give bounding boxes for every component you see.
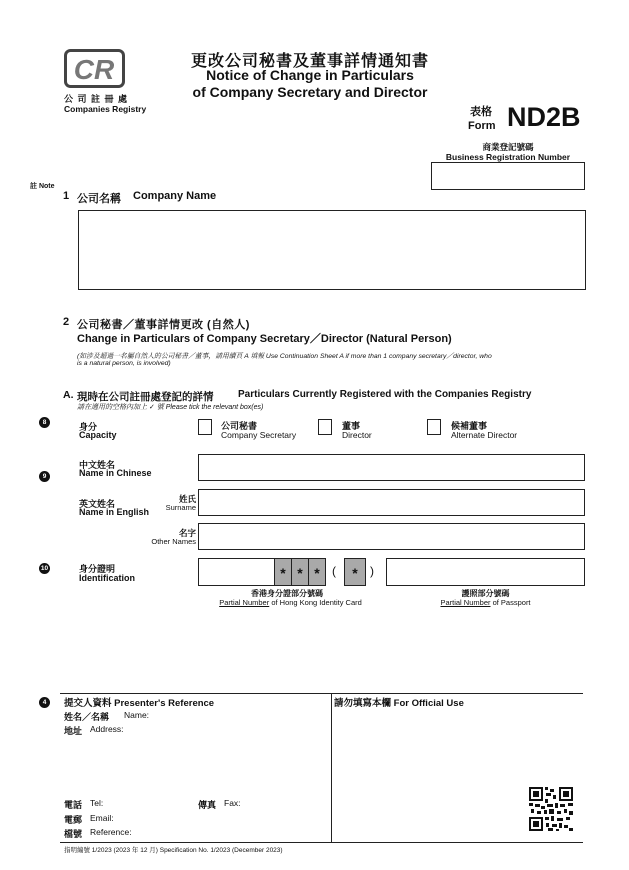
hkid-mask-3: * [308,558,326,586]
note-9-marker: 9 [39,471,50,482]
capacity-director-en: Director [342,430,372,440]
brn-input[interactable] [431,162,585,190]
hkid-caption-underlined: Partial Number [219,598,270,607]
logo-zh: 公 司 註 冊 處 [64,94,129,104]
hkid-caption-zh: 香港身分證部分號碼 [251,589,323,598]
passport-caption-rest: of Passport [490,598,531,607]
note-column-label: 註 Note [30,183,55,190]
logo-en: Companies Registry [64,104,147,114]
tick-instruction: 請在適用的空格內加上 ✓ 號 Please tick the relevant box(es) [77,404,264,411]
title-en-line1: Notice of Change in Particulars [206,67,414,83]
capacity-label-en: Capacity [79,430,117,440]
name-chinese-label-zh: 中文姓名 [79,460,116,470]
presenter-tel-zh: 電話 [64,800,83,810]
note-8-marker: 8 [39,417,50,428]
passport-caption-zh: 護照部分號碼 [461,589,510,598]
section1-number: 1 [63,190,70,202]
sectionA-letter: A. [63,389,74,401]
presenter-reference-zh: 檔號 [64,829,83,839]
brn-label-zh: 商業登記號碼 [482,142,534,152]
surname-label-zh: 姓氏 [178,494,196,504]
presenter-name-zh: 姓名／名稱 [64,712,110,722]
surname-label-en: Surname [165,503,196,512]
name-english-label-en: Name in English [79,507,150,517]
presenter-email-zh: 電郵 [64,815,83,825]
presenter-email-en: Email: [90,813,114,823]
capacity-director-checkbox[interactable] [318,419,332,435]
official-use-title: 請勿填寫本欄 For Official Use [334,698,464,709]
presenter-tel-en: Tel: [90,798,104,808]
hkid-caption-rest: of Hong Kong Identity Card [269,598,362,607]
other-names-label-zh: 名字 [178,528,196,538]
capacity-alternate-director-zh: 候補董事 [451,421,488,431]
sectionA-title-zh: 現時在公司註冊處登記的詳情 [77,391,214,403]
presenter-reference-en: Reference: [90,827,132,837]
title-zh: 更改公司秘書及董事詳情通知書 [190,53,429,70]
qr-code-icon [529,787,573,831]
capacity-label-zh: 身分 [79,422,98,432]
other-names-label-en: Other Names [151,537,196,546]
hkid-digits-input[interactable] [198,558,275,586]
section2-title-zh: 公司秘書／董事詳情更改 (自然人) [77,319,250,331]
section1-title-en: Company Name [133,190,217,202]
specification-footer: 指明編號 1/2023 (2023 年 12 月) Specification No. 1/2023 (December 2023) [64,847,283,854]
hkid-check-digit-mask: * [344,558,366,586]
presenter-fax-zh: 傳真 [198,800,217,810]
presenter-address-zh: 地址 [64,726,83,736]
surname-input[interactable] [198,489,585,516]
identification-label-en: Identification [79,573,135,583]
capacity-alternate-director-checkbox[interactable] [427,419,441,435]
hkid-mask-1: * [274,558,292,586]
hkid-mask-2: * [291,558,309,586]
presenter-address-en: Address: [90,724,124,734]
section2-note-line2: is a natural person, is involved) [77,360,171,367]
identification-label-zh: 身分證明 [79,564,116,574]
name-chinese-input[interactable] [198,454,585,481]
section2-title-en: Change in Particulars of Company Secretary／Director (Natural Person) [77,333,452,345]
hkid-caption-en [198,598,383,607]
title-en-line2: of Company Secretary and Director [192,84,428,100]
hkid-open-paren: ( [332,564,336,578]
presenter-official-divider [331,693,332,842]
capacity-company-secretary-checkbox[interactable] [198,419,212,435]
sectionA-title-en: Particulars Currently Registered with the Companies Registry [238,389,532,400]
cr-logo-icon [64,49,126,89]
form-label-zh: 表格 [470,106,492,118]
note-10-marker: 10 [40,565,49,572]
presenter-fax-en: Fax: [224,798,241,808]
hkid-close-paren: ) [370,564,374,578]
presenter-top-rule [60,693,583,694]
note-4-marker: 4 [39,697,50,708]
presenter-bottom-rule [60,842,583,843]
company-name-input[interactable] [78,210,586,290]
section2-note-line1: (如涉及超過一名屬自然人的公司秘書／董事，請用續頁 A 填報 Use Continuation Sheet A if more than 1 company secretary／director, who [77,353,492,360]
passport-partial-number-input[interactable] [386,558,585,586]
capacity-company-secretary-en: Company Secretary [221,430,297,440]
name-english-label-zh: 英文姓名 [79,499,116,509]
name-chinese-label-en: Name in Chinese [79,468,152,478]
capacity-company-secretary-zh: 公司秘書 [221,421,258,431]
presenter-name-en: Name: [124,710,150,720]
form-code: ND2B [507,102,581,132]
capacity-director-zh: 董事 [342,421,361,431]
section1-title-zh: 公司名稱 [77,193,121,205]
brn-label-en: Business Registration Number [445,152,571,162]
capacity-alternate-director-en: Alternate Director [451,430,518,440]
section2-number: 2 [63,316,70,328]
other-names-input[interactable] [198,523,585,550]
form-label-en: Form [468,120,496,132]
presenter-title: 提交人資料 Presenter's Reference [64,698,215,709]
logo-mark: CR [73,54,115,85]
passport-caption-en [386,598,585,607]
passport-caption-underlined: Partial Number [440,598,491,607]
